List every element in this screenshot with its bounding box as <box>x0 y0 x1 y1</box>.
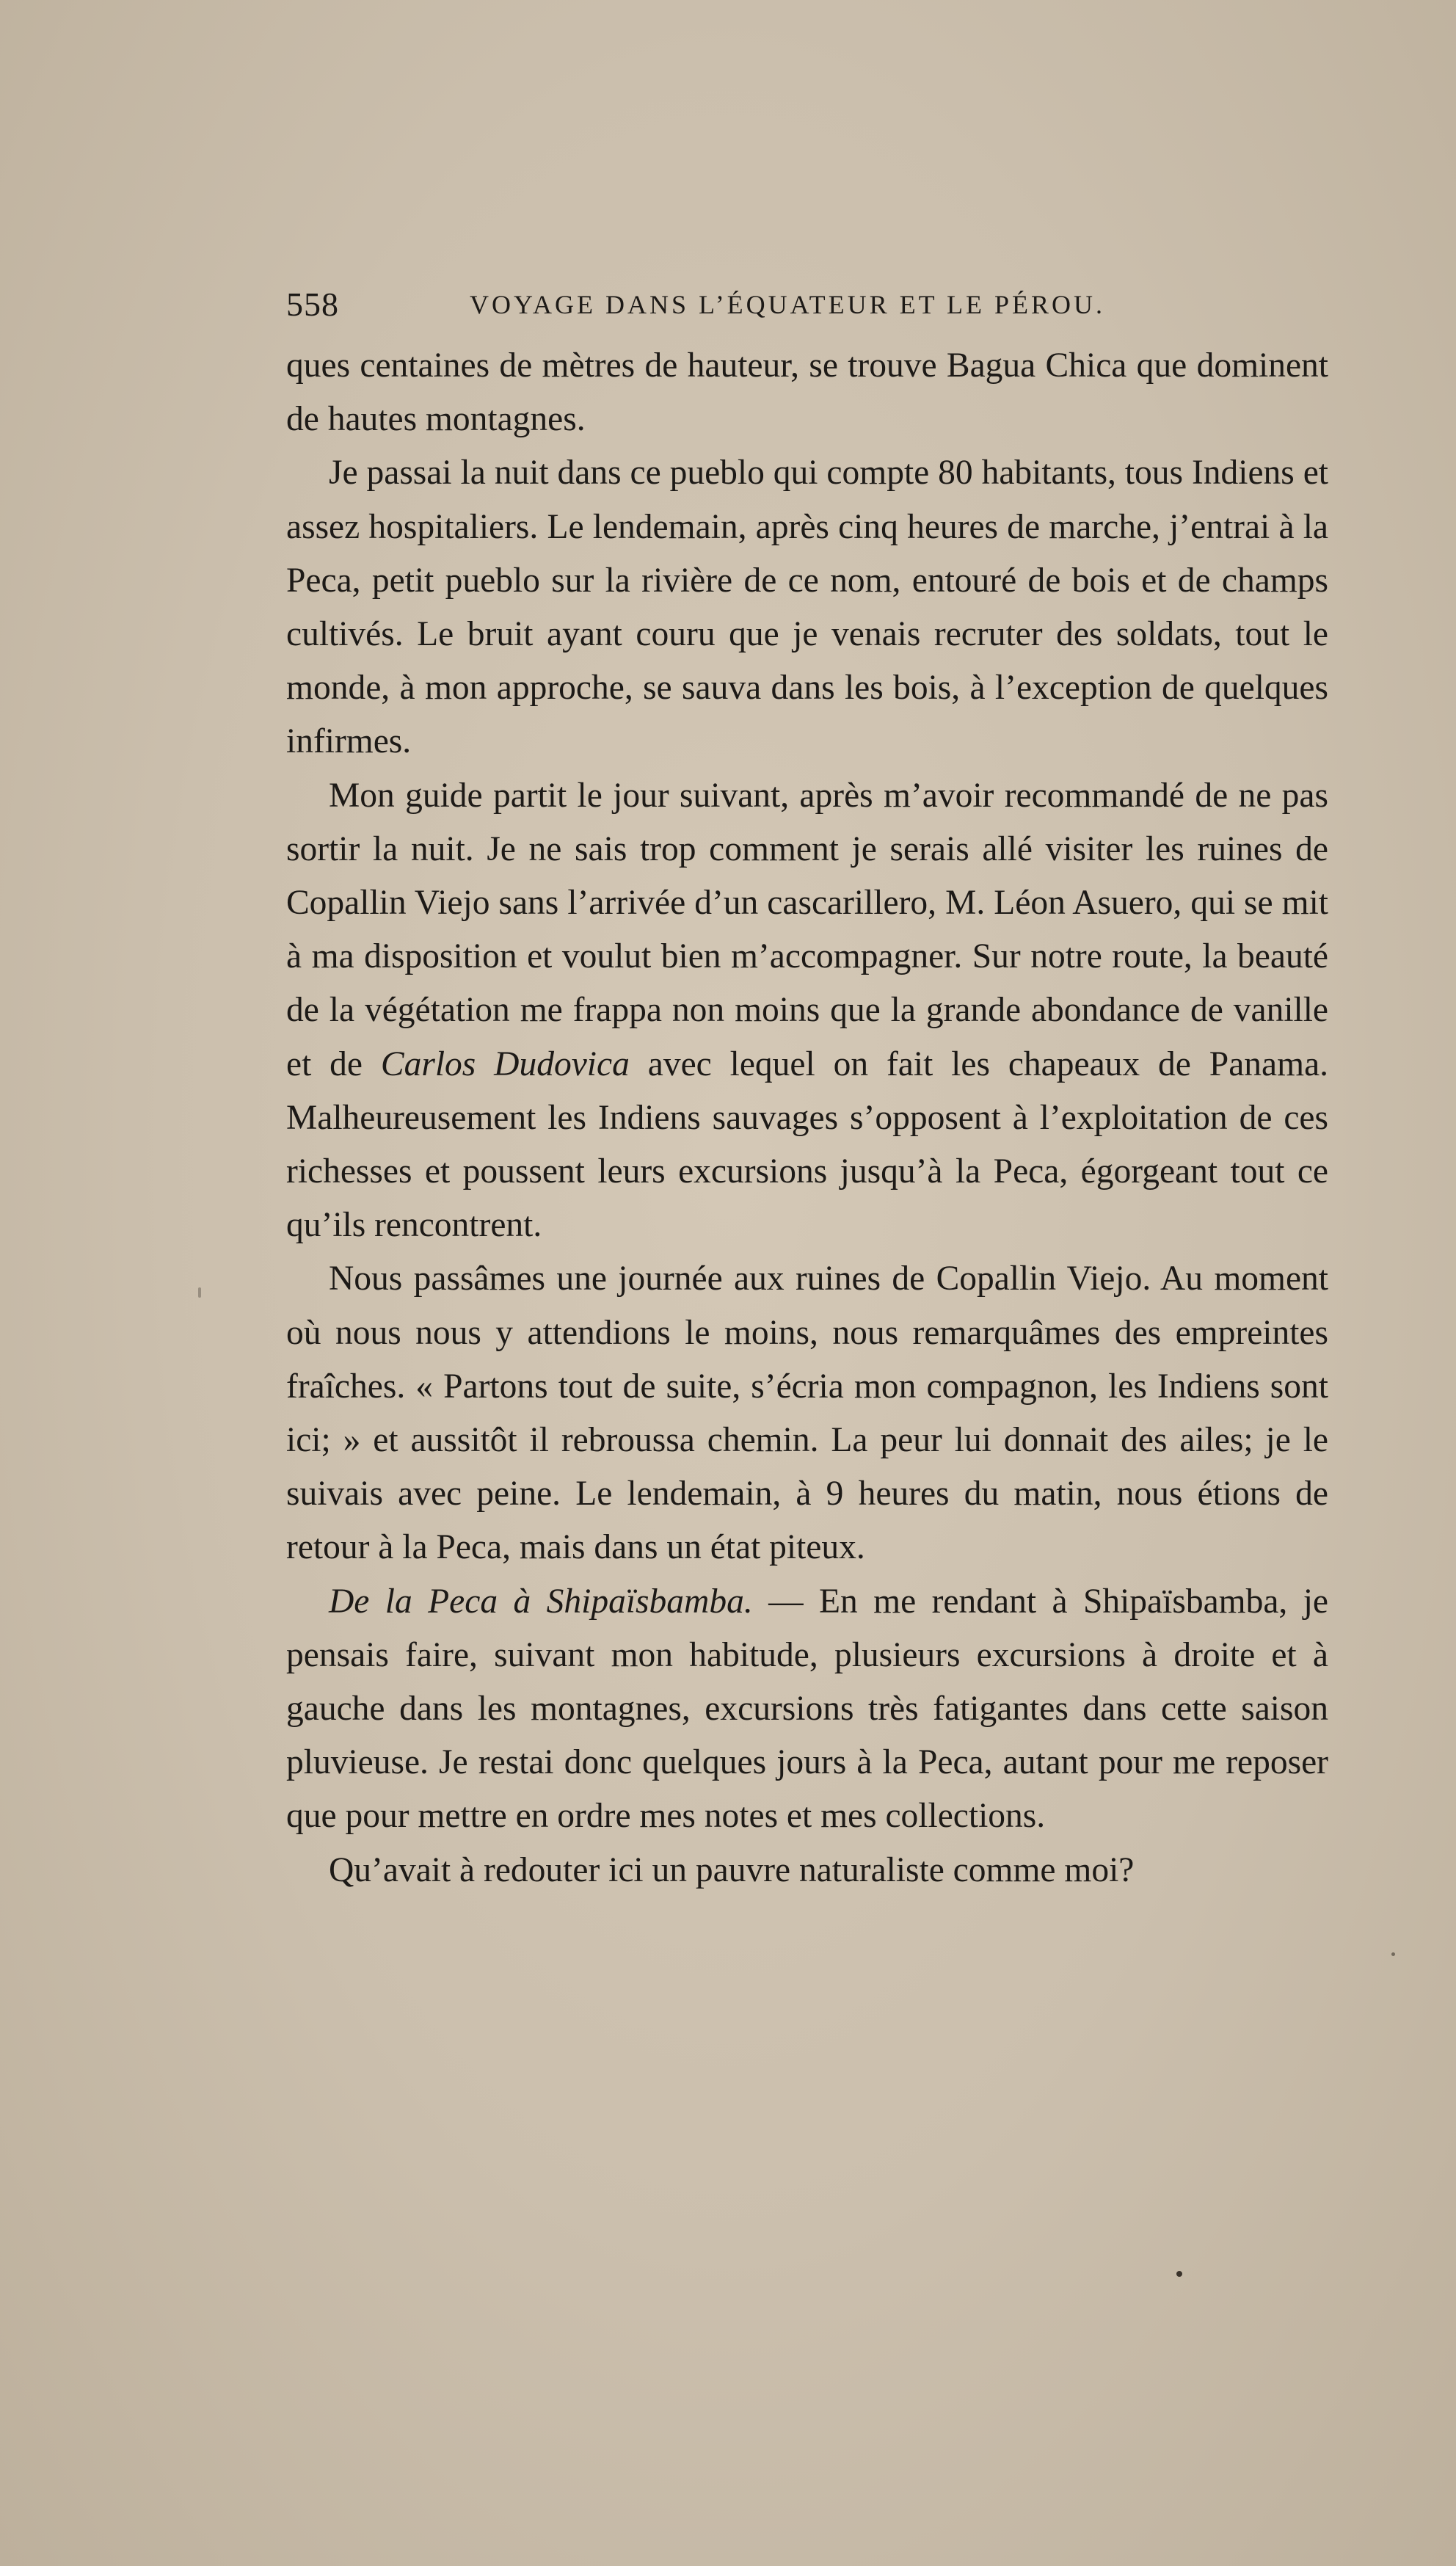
paragraph-pueblo-night: Je passai la nuit dans ce pueblo qui compte 80 habitants, tous Indiens et assez hospitaliers. Le lendemain, après cinq heures de marche, j’entrai à la Peca, petit pueblo sur la rivière de ce nom, entouré de bois et de champs cultivés. Le bruit ayant couru que je venais recruter des soldats, tout le monde, à mon approche, se sauva dans les bois, à l’exception de quelques infirmes. <box>286 454 1328 761</box>
paper-speck <box>1176 2271 1182 2277</box>
paragraph-continuation: ques centaines de mètres de hauteur, se trouve Bagua Chica que dominent de hautes montagnes. <box>286 346 1328 439</box>
paragraph-text: Mon guide partit le jour suivant, après m’avoir recommandé de ne pas sortir la nuit. Je ne sais trop comment je serais allé visiter les ruines de Copallin Viejo sans l’arrivée d’un cascarillero, M. Léon Asuero, qui se mit à ma disposition et voulut bien m’accompagner. Sur notre route, la beauté de la végétation me frappa non moins que la grande abondance de vanille et de <box>286 776 1328 1083</box>
paragraph-ruins-visit: Nous passâmes une journée aux ruines de Copallin Viejo. Au moment où nous nous y attendions le moins, nous remarquâmes des empreintes fraîches. « Partons tout de suite, s’écria mon compagnon, les Indiens sont ici; » et aussitôt il rebroussa chemin. La peur lui donnait des ailes; je le suivais avec peine. Le lendemain, à 9 heures du matin, nous étions de retour à la Peca, mais dans un état piteux. <box>286 1260 1328 1567</box>
paragraph-question: Qu’avait à redouter ici un pauvre naturaliste comme moi? <box>329 1850 1135 1889</box>
running-head <box>286 285 1328 329</box>
paper-speck <box>198 1287 201 1298</box>
paragraph-text: avec lequel on fait les chapeaux de Panama. Malheureusement les Indiens sauvages s’opposent à l’exploitation de ces richesses et poussent leurs excursions jusqu’à la Peca, égorgeant tout ce qu’ils rencontrent. <box>286 1044 1329 1245</box>
paragraph-text: — En me rendant à Shipaïsbamba, je pensais faire, suivant mon habitude, plusieurs excursions à droite et à gauche dans les montagnes, excursions très fatigantes dans cette saison pluvieuse. Je restai donc quelques jours à la Peca, autant pour me reposer que pour mettre en ordre mes notes et mes collections. <box>286 1582 1328 1836</box>
running-title: VOYAGE DANS L’ÉQUATEUR ET LE PÉROU. <box>470 290 1105 319</box>
paragraph-section-shipaisbamba <box>286 1575 1328 1844</box>
paper-speck <box>1391 1952 1395 1956</box>
italic-plant-name: Carlos Dudovica <box>380 1044 630 1083</box>
body-text <box>286 339 1328 1897</box>
page-number: 558 <box>286 286 339 323</box>
paragraph-guide-departure <box>286 769 1328 1253</box>
section-heading: De la Peca à Shipaïsbamba. <box>329 1582 753 1621</box>
